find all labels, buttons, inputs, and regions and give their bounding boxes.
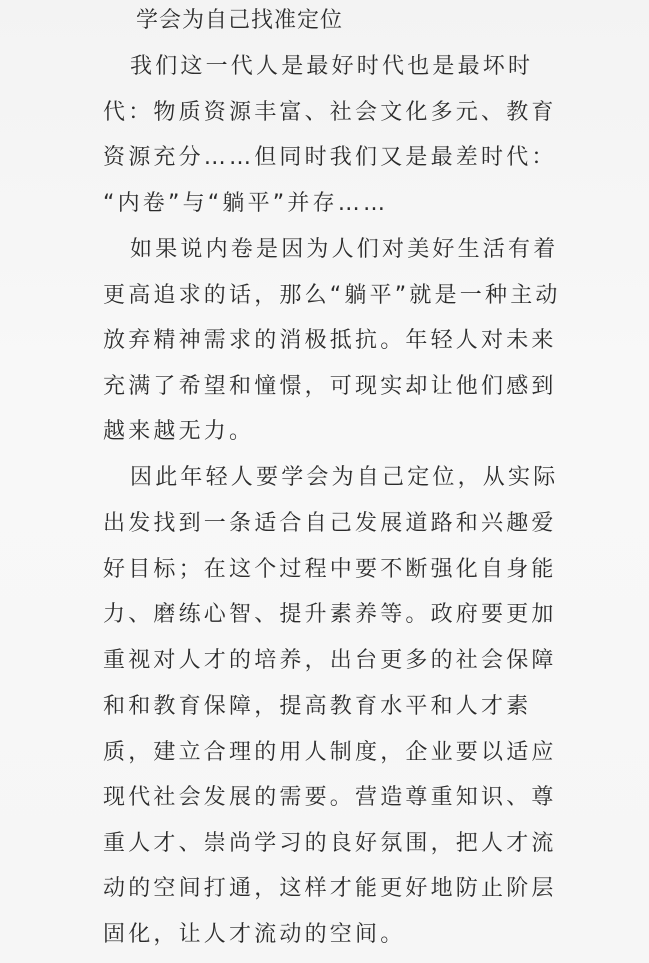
paragraph-2-line-3: 放弃精神需求的消极抵抗。年轻人对未来 bbox=[103, 328, 557, 353]
paragraph-2-line-2: 更高追求的话，那么“躺平”就是一种主动 bbox=[103, 283, 561, 308]
paragraph-2-line-4: 充满了希望和憧憬，可现实却让他们感到 bbox=[103, 374, 557, 399]
paragraph-1-line-3: 资源充分……但同时我们又是最差时代： bbox=[103, 145, 557, 170]
paragraph-3-line-7: 质，建立合理的用人制度，企业要以适应 bbox=[103, 740, 557, 765]
paragraph-3-line-3: 好目标；在这个过程中要不断强化自身能 bbox=[103, 557, 557, 582]
paragraph-1-line-1: 我们这一代人是最好时代也是最坏时 bbox=[130, 54, 534, 79]
paragraph-3-line-5: 重视对人才的培养，出台更多的社会保障 bbox=[103, 648, 557, 673]
paragraph-2-line-5: 越来越无力。 bbox=[103, 419, 255, 444]
paragraph-3-line-6: 和和教育保障，提高教育水平和人才素 bbox=[103, 694, 532, 719]
paragraph-3-line-1: 因此年轻人要学会为自己定位，从实际 bbox=[130, 465, 559, 490]
paragraph-2-line-1: 如果说内卷是因为人们对美好生活有着 bbox=[130, 237, 559, 262]
document-title: 学会为自己找准定位 bbox=[136, 8, 344, 33]
paragraph-3-line-8: 现代社会发展的需要。营造尊重知识、尊 bbox=[103, 785, 557, 810]
paragraph-3-line-10: 动的空间打通，这样才能更好地防止阶层 bbox=[103, 876, 557, 901]
paragraph-3-line-9: 重人才、崇尚学习的良好氛围，把人才流 bbox=[103, 831, 557, 856]
paragraph-1-line-2: 代：物质资源丰富、社会文化多元、教育 bbox=[103, 100, 557, 125]
paragraph-3-line-4: 力、磨练心智、提升素养等。政府要更加 bbox=[103, 602, 557, 627]
paragraph-1-line-4: “内卷”与“躺平”并存…… bbox=[103, 191, 389, 216]
paragraph-3-line-11: 固化，让人才流动的空间。 bbox=[103, 922, 406, 947]
paragraph-3-line-2: 出发找到一条适合自己发展道路和兴趣爱 bbox=[103, 511, 557, 536]
